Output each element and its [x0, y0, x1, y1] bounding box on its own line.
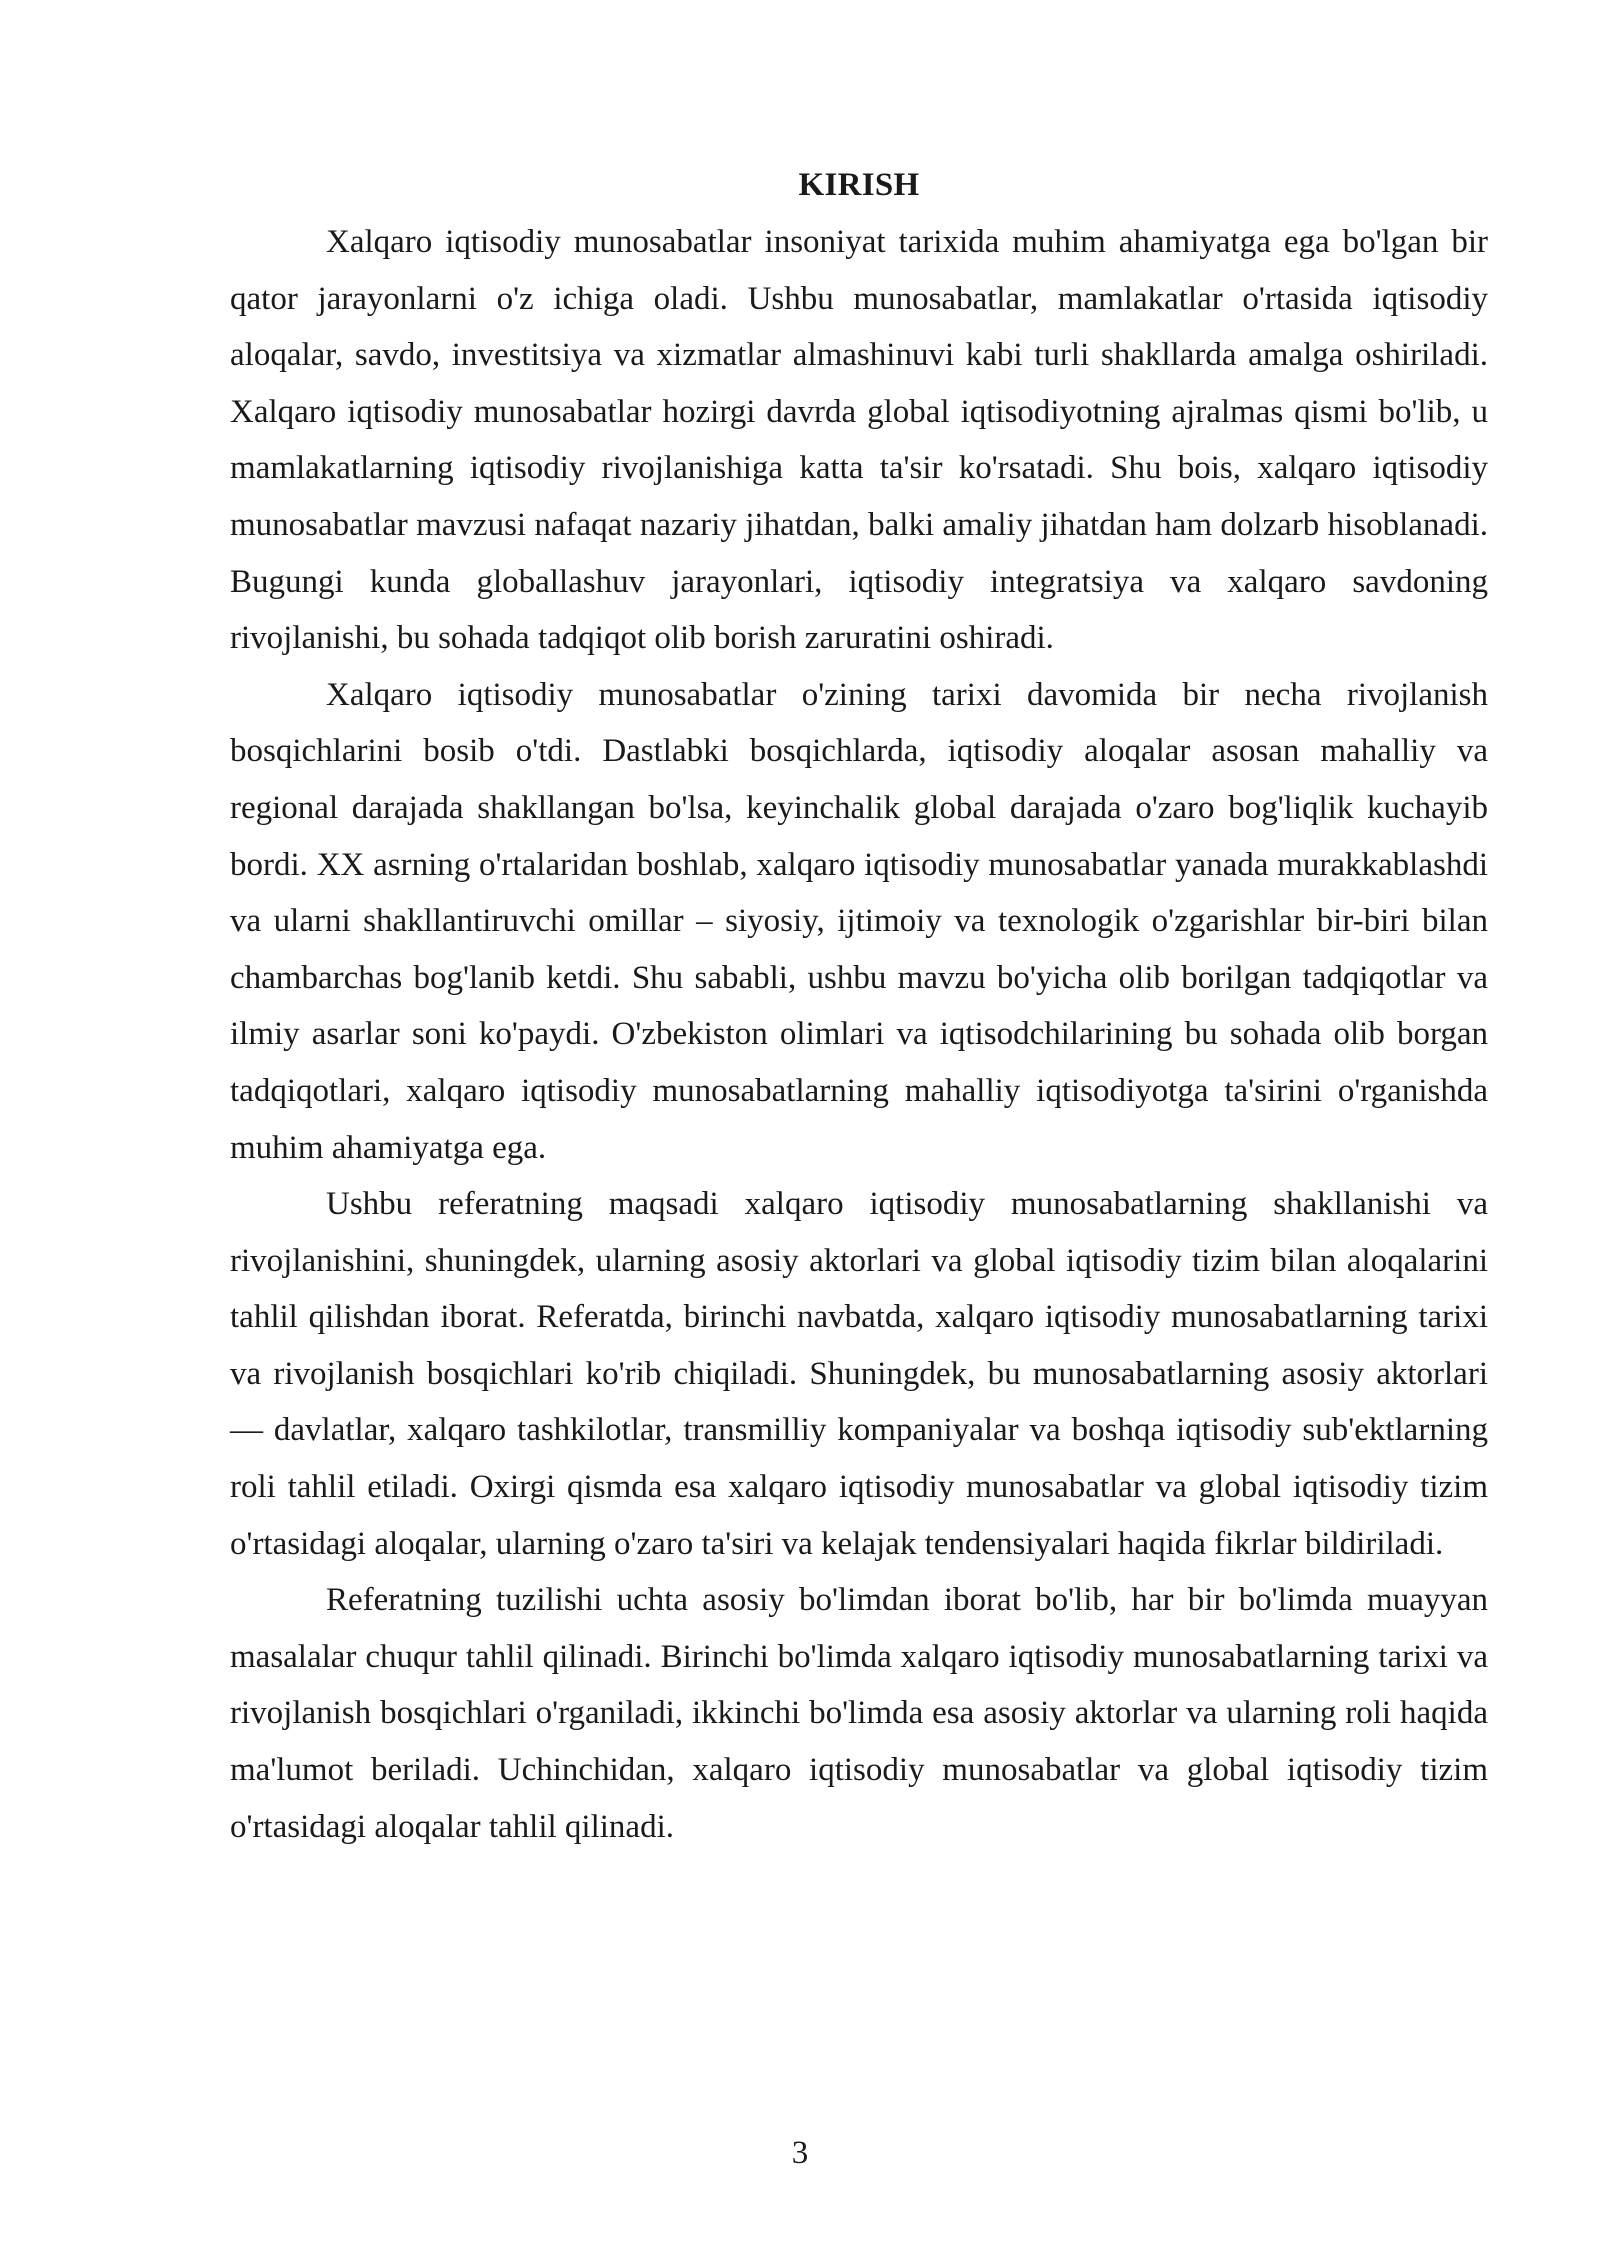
page-title: KIRISH [798, 167, 920, 203]
paragraph-3: Ushbu referatning maqsadi xalqaro iqtisodiy munosabatlarning shakllanishi va rivojlanishini, shuningdek, ularning asosiy aktorlari va global iqtisodiy tizim bilan aloqalarini tahlil qilishdan iborat. Referatda, birinchi navbatda, xalqaro iqtisodiy munosabatlarning tarixi va rivojlanish bosqichlari ko'rib chiqiladi. Shuningdek, bu munosabatlarning asosiy aktorlari — davlatlar, xalqaro tashkilotlar, transmilliy kompaniyalar va boshqa iqtisodiy sub'ektlarning roli tahlil etiladi. Oxirgi qismda esa xalqaro iqtisodiy munosabatlar va global iqtisodiy tizim o'rtasidagi aloqalar, ularning o'zaro ta'siri va kelajak tendensiyalari haqida fikrlar bildiriladi. [230, 1186, 1488, 1562]
page-number: 3 [791, 2135, 809, 2171]
paragraph-4: Referatning tuzilishi uchta asosiy bo'limdan iborat bo'lib, har bir bo'limda muayyan masalalar chuqur tahlil qilinadi. Birinchi bo'limda xalqaro iqtisodiy munosabatlarning tarixi va rivojlanish bosqichlari o'rganiladi, ikkinchi bo'limda esa asosiy aktorlar va ularning roli haqida ma'lumot beriladi. Uchinchidan, xalqaro iqtisodiy munosabatlar va global iqtisodiy tizim o'rtasidagi aloqalar tahlil qilinadi. [230, 1582, 1488, 1845]
paragraph-1: Xalqaro iqtisodiy munosabatlar insoniyat tarixida muhim ahamiyatga ega bo'lgan bir qator jarayonlarni o'z ichiga oladi. Ushbu munosabatlar, mamlakatlar o'rtasida iqtisodiy aloqalar, savdo, investitsiya va xizmatlar almashinuvi kabi turli shakllarda amalga oshiriladi. Xalqaro iqtisodiy munosabatlar hozirgi davrda global iqtisodiyotning ajralmas qismi bo'lib, u mamlakatlarning iqtisodiy rivojlanishiga katta ta'sir ko'rsatadi. Shu bois, xalqaro iqtisodiy munosabatlar mavzusi nafaqat nazariy jihatdan, balki amaliy jihatdan ham dolzarb hisoblanadi. Bugungi kunda globallashuv jarayonlari, iqtisodiy integratsiya va xalqaro savdoning rivojlanishi, bu sohada tadqiqot olib borish zaruratini oshiradi. [230, 224, 1488, 657]
document-page [230, 160, 1488, 1855]
paragraph-2: Xalqaro iqtisodiy munosabatlar o'zining tarixi davomida bir necha rivojlanish bosqichlarini bosib o'tdi. Dastlabki bosqichlarda, iqtisodiy aloqalar asosan mahalliy va regional darajada shakllangan bo'lsa, keyinchalik global darajada o'zaro bog'liqlik kuchayib bordi. XX asrning o'rtalaridan boshlab, xalqaro iqtisodiy munosabatlar yanada murakkablashdi va ularni shakllantiruvchi omillar – siyosiy, ijtimoiy va texnologik o'zgarishlar bir-biri bilan chambarchas bog'lanib ketdi. Shu sababli, ushbu mavzu bo'yicha olib borilgan tadqiqotlar va ilmiy asarlar soni ko'paydi. O'zbekiston olimlari va iqtisodchilarining bu sohada olib borgan tadqiqotlari, xalqaro iqtisodiy munosabatlarning mahalliy iqtisodiyotga ta'sirini o'rganishda muhim ahamiyatga ega. [230, 676, 1488, 1166]
